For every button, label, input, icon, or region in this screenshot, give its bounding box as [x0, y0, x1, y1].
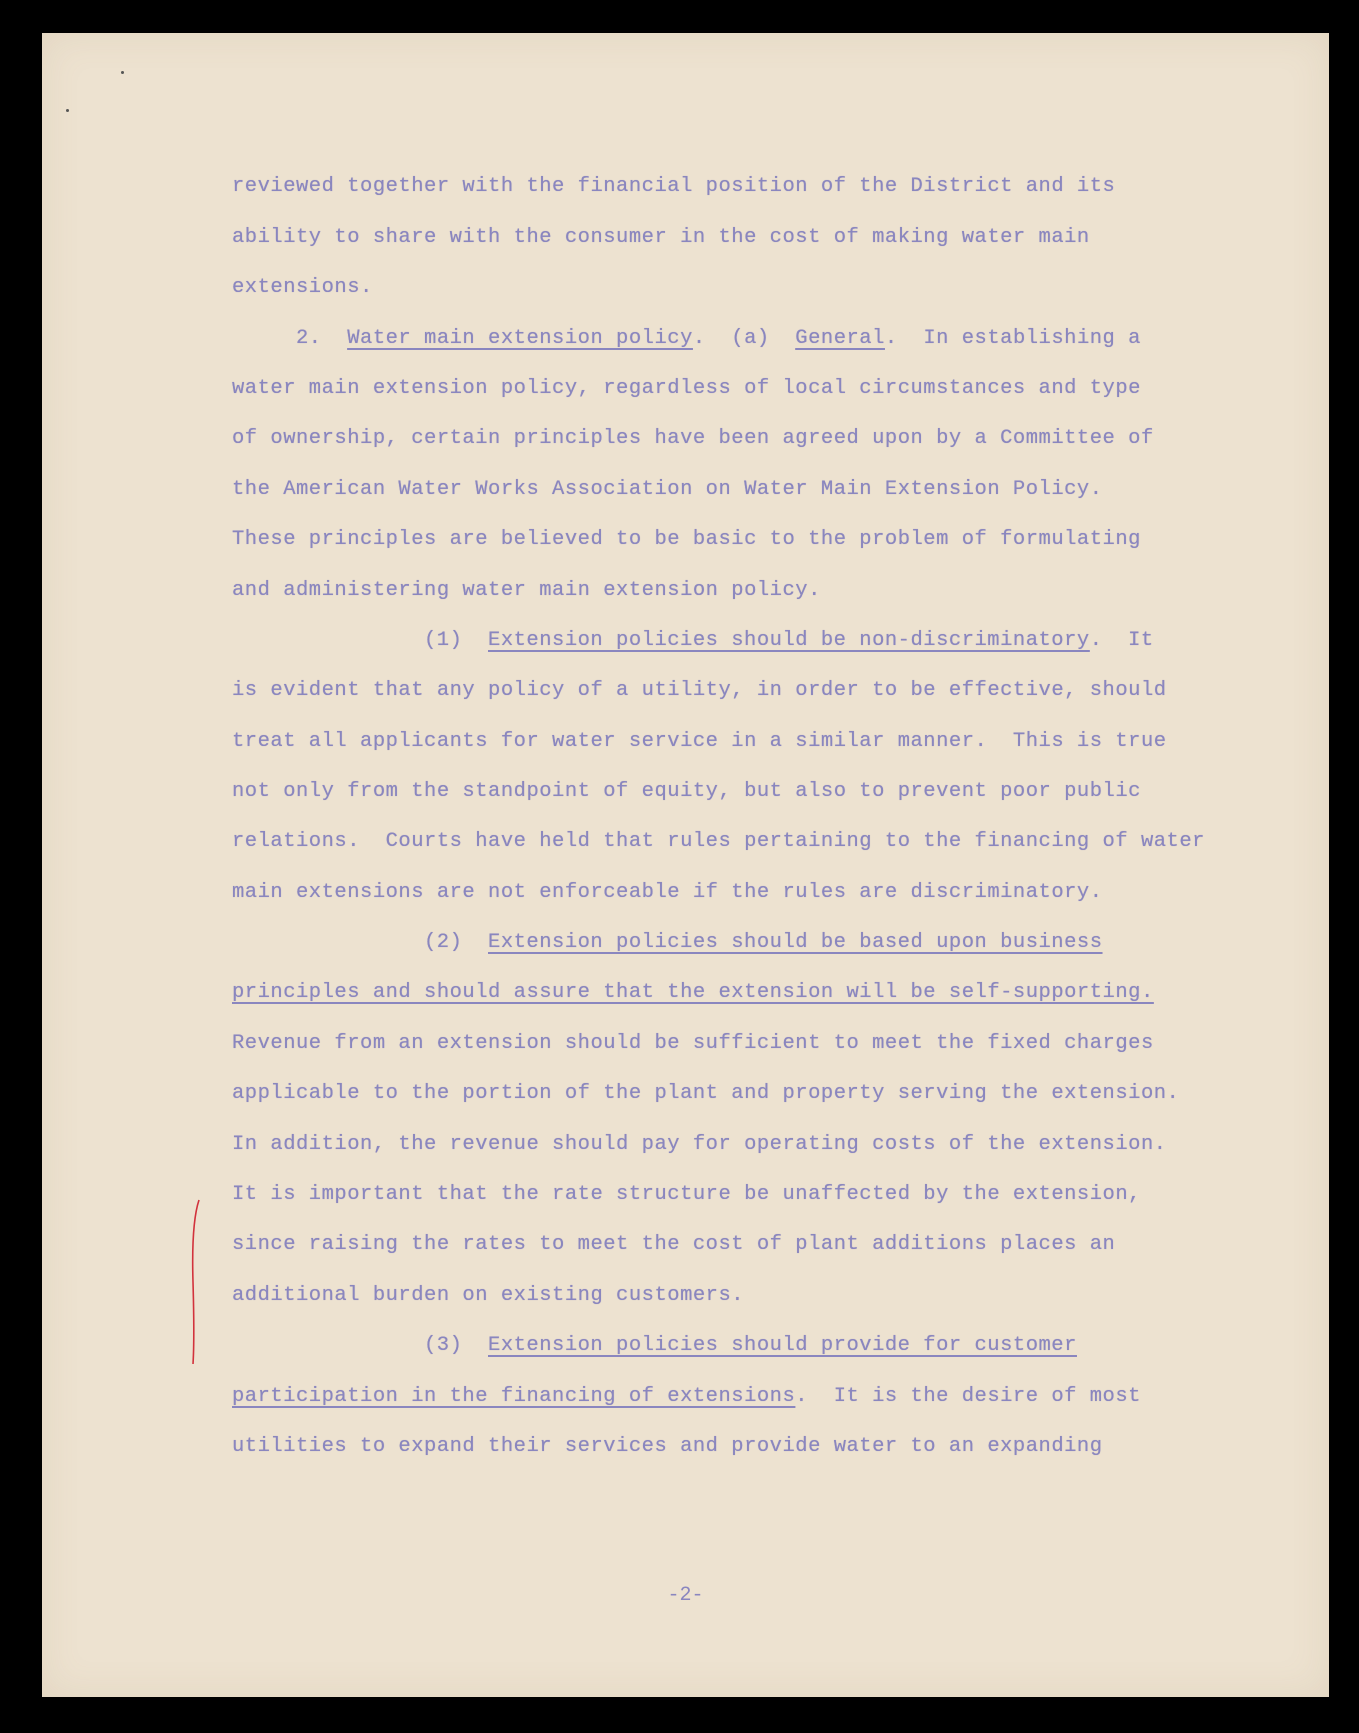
text-segment: main extensions are not enforceable if the rules are discriminatory.	[232, 881, 1103, 904]
text-line	[232, 226, 1090, 249]
text-segment: treat all applicants for water service in a similar manner. This is true	[232, 730, 1167, 753]
text-line	[424, 931, 1103, 954]
underlined-heading: General	[795, 327, 885, 350]
text-segment: In addition, the revenue should pay for operating costs of the extension.	[232, 1133, 1167, 1156]
text-line	[232, 478, 1103, 501]
text-line	[232, 981, 1154, 1004]
text-line	[232, 528, 1141, 551]
text-segment: These principles are believed to be basic to the problem of formulating	[232, 528, 1141, 551]
text-segment: additional burden on existing customers.	[232, 1284, 745, 1307]
underlined-heading: Extension policies should provide for customer	[488, 1334, 1077, 1357]
document-body	[42, 33, 1329, 1697]
text-line	[232, 276, 373, 299]
text-segment: . (a)	[692, 327, 796, 350]
text-line	[232, 1032, 1154, 1055]
text-line	[232, 1233, 1115, 1256]
text-segment: ability to share with the consumer in the cost of making water main	[232, 226, 1090, 249]
text-line	[232, 780, 1141, 803]
text-line	[232, 175, 1115, 198]
text-segment: reviewed together with the financial position of the District and its	[232, 175, 1116, 198]
underlined-heading: principles and should assure that the extension will be self-supporting.	[232, 981, 1154, 1004]
text-segment: and administering water main extension policy.	[232, 579, 821, 602]
text-line	[232, 427, 1154, 450]
text-segment: It is important that the rate structure be unaffected by the extension,	[232, 1183, 1141, 1206]
document-page	[42, 33, 1329, 1697]
text-segment: not only from the standpoint of equity, but also to prevent poor public	[232, 780, 1141, 803]
text-line	[232, 1435, 1103, 1458]
text-line	[232, 730, 1167, 753]
text-line	[232, 1082, 1179, 1105]
text-segment: Revenue from an extension should be sufficient to meet the fixed charges	[232, 1032, 1154, 1055]
text-segment: (1)	[424, 629, 489, 652]
text-line	[424, 1334, 1077, 1357]
text-segment: is evident that any policy of a utility, in order to be effective, should	[232, 679, 1167, 702]
text-segment: the American Water Works Association on Water Main Extension Policy.	[232, 478, 1103, 501]
text-segment: . It	[1089, 629, 1154, 652]
text-segment: (2)	[424, 931, 489, 954]
text-segment: . In establishing a	[884, 327, 1141, 350]
text-segment: 2.	[296, 327, 348, 350]
text-line	[232, 1385, 1141, 1408]
text-line	[296, 327, 1141, 350]
page-number: -2-	[667, 1584, 704, 1607]
underlined-heading: participation in the financing of extensions	[232, 1385, 796, 1408]
underlined-heading: Extension policies should be based upon business	[488, 931, 1103, 954]
text-segment: since raising the rates to meet the cost of plant additions places an	[232, 1233, 1116, 1256]
underlined-heading: Extension policies should be non-discriminatory	[488, 629, 1090, 652]
text-segment: of ownership, certain principles have been agreed upon by a Committee of	[232, 427, 1154, 450]
text-segment: relations. Courts have held that rules pertaining to the financing of water	[232, 830, 1205, 853]
text-segment: extensions.	[232, 276, 373, 299]
text-segment: applicable to the portion of the plant and property serving the extension.	[232, 1082, 1180, 1105]
text-line	[232, 1133, 1167, 1156]
text-line	[424, 629, 1154, 652]
text-line	[232, 830, 1205, 853]
text-segment: . It is the desire of most	[795, 1385, 1141, 1408]
text-segment: utilities to expand their services and provide water to an expanding	[232, 1435, 1103, 1458]
text-segment: water main extension policy, regardless of local circumstances and type	[232, 377, 1141, 400]
text-line	[232, 579, 821, 602]
text-line	[232, 377, 1141, 400]
text-segment: (3)	[424, 1334, 489, 1357]
margin-mark	[190, 1198, 204, 1366]
text-line	[232, 1284, 744, 1307]
text-line	[232, 679, 1167, 702]
underlined-heading: Water main extension policy	[347, 327, 693, 350]
text-line	[232, 1183, 1141, 1206]
text-line	[232, 881, 1103, 904]
